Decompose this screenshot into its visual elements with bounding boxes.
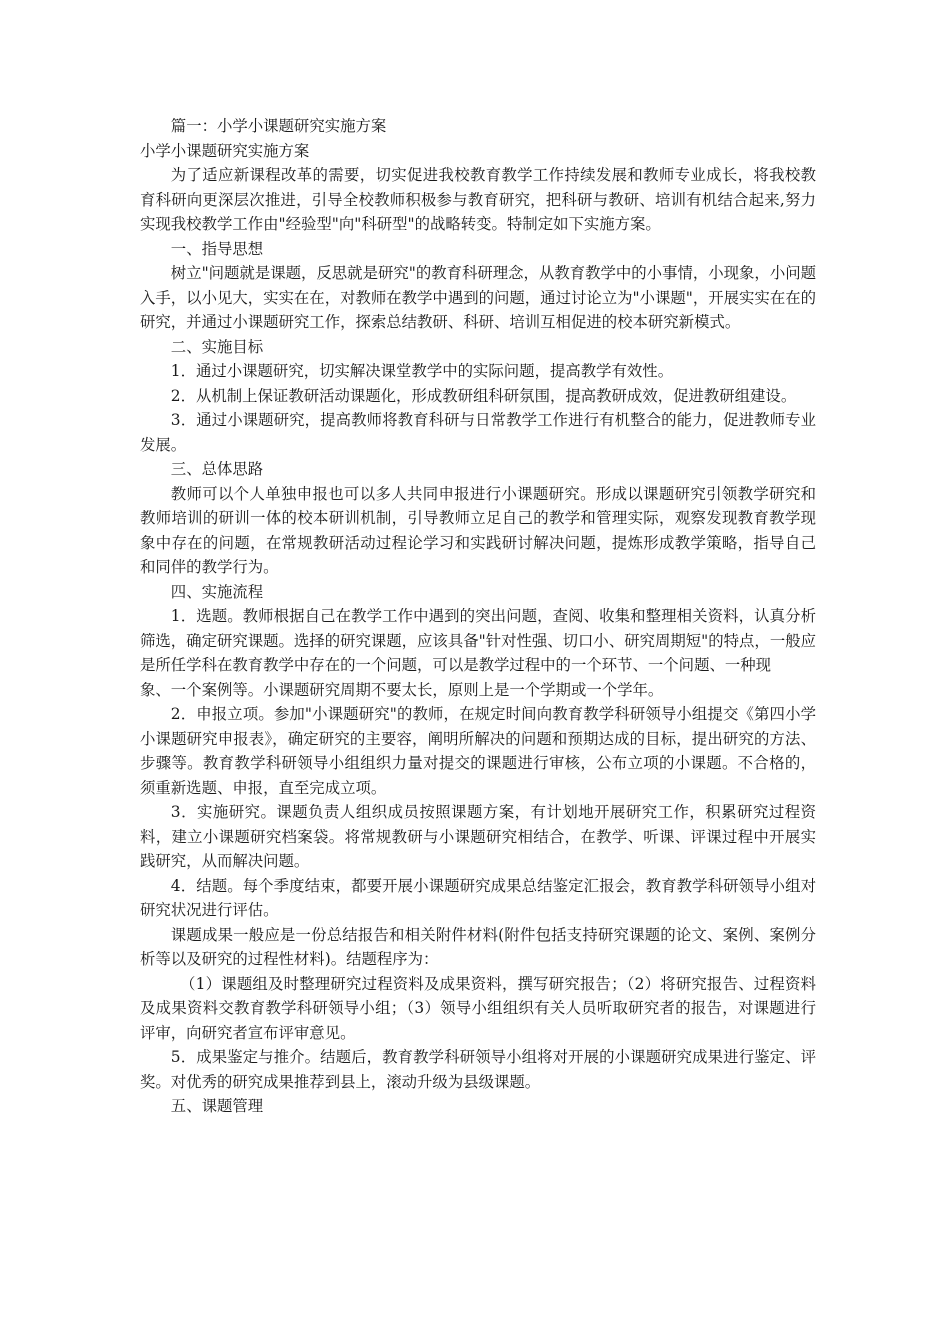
goal-item-2: 2．从机制上保证教研活动课题化，形成教研组科研氛围，提高教研成效，促进教研组建设。 (170, 386, 797, 405)
guiding-ideas-paragraph: 树立"问题就是课题，反思就是研究"的教育科研理念，从教育教学中的小事情，小现象，小问题入手，以小见大，实实在在，对教师在教学中遇到的问题，通过讨论立为"小课题"，开展实实在在的研究，并通过小课题研究工作，探索总结教研、科研、培训互相促进的校本研究新模式。 (140, 264, 816, 331)
intro-paragraph: 为了适应新课程改革的需要，切实促进我校教育教学工作持续发展和教师专业成长，将我校教育科研向更深层次推进，引导全校教师积极参与教育研究，把科研与教研、培训有机结合起来,努力实现我校教学工作由"经验型"向"科研型"的战略转变。特制定如下实施方案。 (140, 166, 816, 233)
goal-item-3: 3．通过小课题研究，提高教师将教育科研与日常教学工作进行有机整合的能力，促进教师专业发展。 (140, 411, 816, 454)
section-heading-guiding-ideas: 一、指导思想 (170, 239, 264, 258)
approach-paragraph: 教师可以个人单独申报也可以多人共同申报进行小课题研究。形成以课题研究引领教学研究和教师培训的研训一体的校本研训机制，引导教师立足自己的教学和管理实际，观察发现教育教学现象中存在的问题，在常规教研活动过程论学习和实践研讨解决问题，提炼形成教学策略，指导自己和同伴的教学行为。 (140, 484, 816, 576)
section-heading-goals: 二、实施目标 (170, 337, 264, 356)
section-heading-management: 五、课题管理 (170, 1097, 264, 1115)
process-item-3: 3．实施研究。课题负责人组织成员按照课题方案，有计划地开展研究工作，积累研究过程资料，建立小课题研究档案袋。将常规教研与小课题研究相结合，在教学、听课、评课过程中开展实践研究，从而解决问题。 (140, 803, 816, 870)
closing-procedure-paragraph: （1）课题组及时整理研究过程资料及成果资料，撰写研究报告；（2）将研究报告、过程资料及成果资料交教育教学科研领导小组；（3）领导小组组织有关人员听取研究者的报告，对课题进行评审，向研究者宣布评审意见。 (140, 974, 816, 1042)
process-item-5: 5．成果鉴定与推介。结题后，教育教学科研领导小组将对开展的小课题研究成果进行鉴定、评奖。对优秀的研究成果推荐到县上，滚动升级为县级课题。 (140, 1048, 816, 1091)
process-item-2: 2．申报立项。参加"小课题研究"的教师，在规定时间向教育教学科研领导小组提交《第四小学小课题研究申报表》，确定研究的主要容，阐明所解决的问题和预期达成的目标，提出研究的方法、步骤等。教育教学科研领导小组组织力量对提交的课题进行审核，公布立项的小课题。不合格的，须重新选题、申报，直至完成立项。 (140, 705, 816, 797)
process-item-1: 1．选题。教师根据自己在教学工作中遇到的突出问题，查阅、收集和整理相关资料，认真分析筛选，确定研究课题。选择的研究课题，应该具备"针对性强、切口小、研究周期短"的特点，一般应是所任学科在教育教学中存在的一个问题，可以是教学过程中的一个环节、一个问题、一种现 (140, 607, 816, 674)
process-item-4: 4．结题。每个季度结束，都要开展小课题研究成果总结鉴定汇报会，教育教学科研领导小组对研究状况进行评估。 (140, 876, 816, 919)
document-subtitle: 小学小课题研究实施方案 (140, 141, 310, 160)
results-paragraph: 课题成果一般应是一份总结报告和相关附件材料(附件包括支持研究课题的论文、案例、案例分析等以及研究的过程性材料)。结题程序为： (140, 925, 816, 968)
section-heading-process: 四、实施流程 (170, 582, 264, 601)
document-heading: 篇一：小学小课题研究实施方案 (170, 117, 387, 135)
section-heading-approach: 三、总体思路 (170, 460, 264, 478)
goal-item-1: 1．通过小课题研究，切实解决课堂教学中的实际问题，提高教学有效性。 (170, 362, 674, 380)
process-item-1-continued: 象、一个案例等。小课题研究周期不要太长，原则上是一个学期或一个学年。 (140, 680, 664, 699)
document-body (140, 114, 816, 1119)
